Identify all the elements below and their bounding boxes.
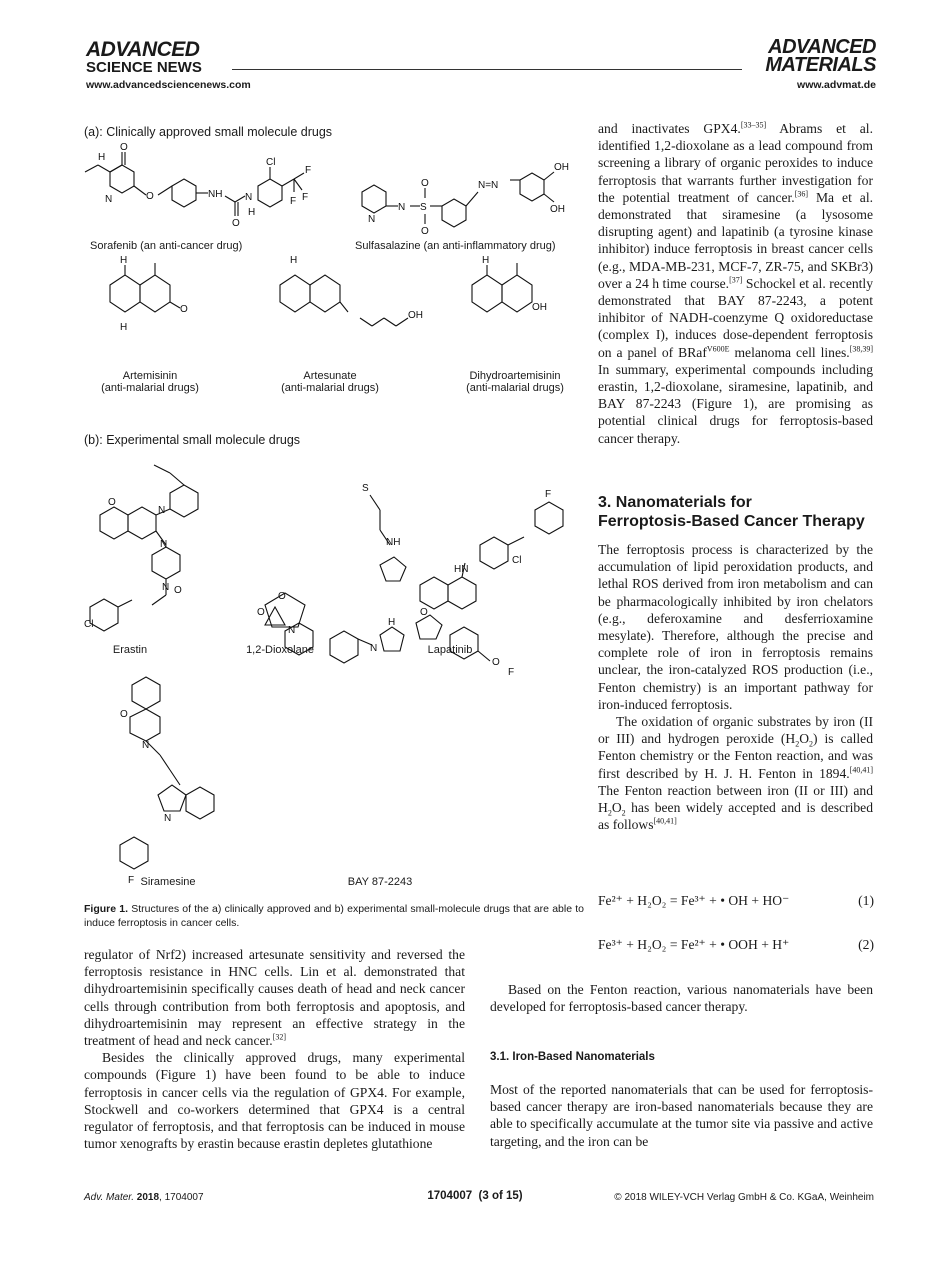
dihydroartemisinin-class: (anti-malarial drugs) — [466, 382, 564, 394]
text-span: Ma et al. demonstrated that siramesine (a lysosome disrupting agent) and lapatinib (a tyrosine kinase inhibitor) induce ferroptosis in breast cancer cells (e.g., MDA-MB-231, MCF-7, ZR-75, and SKBr3) over a 24 h time course. — [598, 189, 873, 291]
paragraph-artesunate-sensitivity — [84, 946, 465, 1049]
citation[interactable]: [38,39] — [849, 344, 873, 354]
paragraph-iron-based: Most of the reported nanomaterials that can be used for ferroptosis-based cancer therapy are iron-based nanomaterials because they are able to specifically accumulate at the tumor site via passive and active targeting, and the iron can be — [490, 1082, 873, 1149]
equation-1 — [598, 893, 874, 909]
artesunate-class: (anti-malarial drugs) — [281, 382, 379, 394]
atom-N: N — [105, 194, 113, 205]
logo-science-news-text: SCIENCE NEWS — [86, 59, 202, 76]
atom-N-b5: N — [164, 813, 172, 824]
label-artesunate — [260, 370, 400, 394]
header-url-left[interactable]: www.advancedsciencenews.com — [86, 79, 251, 91]
atom-O-b6: O — [420, 607, 428, 618]
figure-panel-a-title: (a): Clinically approved small molecule drugs — [84, 125, 333, 139]
left-column-bottom — [84, 946, 465, 1152]
text-span: ) is called Fenton chemistry or the Fenton reaction, and was first described by H. J. H. Fenton in 1894. — [598, 731, 874, 781]
citation[interactable]: [36] — [794, 189, 809, 199]
atom-N-b3: N — [162, 582, 170, 593]
atom-H2: H — [248, 207, 256, 218]
section-3-heading-line1: 3. Nanomaterials for — [598, 494, 752, 511]
logo-advanced-text-right: ADVANCED — [768, 36, 876, 58]
journal-logo-left — [86, 40, 236, 75]
artesunate-structure — [280, 275, 408, 326]
atom-NN: N=N — [478, 180, 499, 191]
atom-H4: H — [120, 322, 128, 333]
journal-logo-right — [748, 38, 876, 74]
citation[interactable]: [32] — [272, 1032, 287, 1042]
text-span: and inactivates GPX4. — [598, 121, 741, 136]
right-column-bottom-2 — [490, 1081, 873, 1150]
label-dioxolane: 1,2-Dioxolane — [246, 644, 314, 656]
atom-Cl: Cl — [266, 157, 276, 168]
section-3-body — [598, 541, 873, 833]
atom-O6: O — [180, 304, 188, 315]
atom-O-b2: O — [174, 585, 182, 596]
atom-F2: F — [302, 192, 309, 203]
equation-2-text: Fe³⁺ + H₂O₂ = Fe²⁺ + • OOH + H⁺ — [598, 937, 790, 952]
atom-NH-b1: NH — [386, 537, 401, 548]
paragraph-experimental-gpx4: Besides the clinically approved drugs, many experimental compounds (Figure 1) have been found to be able to induce ferroptosis in cancer cells via the regulation of GPX4. For example, Stockwell and co-workers determined that GPX4 is a central regulator of ferroptosis, and that ferroptosis can be induced in mouse tumor xenografts by erastin because erastin depletes glutathione — [84, 1050, 465, 1152]
atom-Cl-b1: Cl — [84, 619, 94, 630]
paragraph-ferroptosis-process: The ferroptosis process is characterized by the accumulation of lipid peroxidation products, and lethal ROS derived from iron metabolism and can be pharmacologically inhibited by iron chelators (e.g., deferoxamine and desferrioxamine mesylate). Therefore, although the precise and complete role of iron in ferroptosis remains unclear, the iron-catalyzed ROS production (i.e., Fenton chemistry) is an important pathway for iron-induced ferroptosis. — [598, 542, 873, 712]
label-dihydroartemisinin — [445, 370, 585, 394]
atom-H3: H — [120, 255, 128, 266]
sulfasalazine-structure — [362, 172, 554, 227]
atom-Cl-b2: Cl — [512, 555, 522, 566]
figure-panel-b-title: (b): Experimental small molecule drugs — [84, 433, 301, 447]
text-span: O — [799, 731, 810, 747]
artemisinin-structure — [110, 263, 180, 312]
atom-O-b1: O — [108, 497, 116, 508]
header-url-right[interactable]: www.advmat.de — [797, 79, 876, 91]
dihydroartemisinin-name: Dihydroartemisinin — [469, 370, 561, 382]
atom-NH: NH — [208, 189, 223, 200]
atom-H: H — [98, 152, 106, 163]
erastin-structure — [90, 465, 198, 631]
text-span: melanoma cell lines. — [729, 344, 850, 360]
text-span: Abrams et al. identified 1,2-dioxolane as a lead compound from screening a library of organic peroxides to induce ferroptosis that warrants further investigation for the potential treatment of cancer. — [598, 121, 873, 205]
atom-OH3: OH — [408, 310, 423, 321]
paragraph-experimental-compounds — [598, 120, 873, 447]
atom-O-b3: O — [278, 591, 286, 602]
footer-year: 2018 — [136, 1192, 160, 1203]
atom-H6: H — [482, 255, 490, 266]
atom-N-b1: N — [158, 505, 166, 516]
subsection-3-1-heading: 3.1. Iron-Based Nanomaterials — [490, 1051, 655, 1063]
footer-copyright: © 2018 WILEY-VCH Verlag GmbH & Co. KGaA, Weinheim — [614, 1192, 874, 1203]
dihydroartemisinin-structure — [472, 263, 532, 312]
label-artemisinin — [90, 370, 210, 394]
atom-F-b1: F — [545, 489, 552, 500]
logo-materials-text: MATERIALS — [765, 54, 876, 76]
citation[interactable]: [40,41] — [653, 816, 677, 826]
logo-advanced-text: ADVANCED — [86, 38, 200, 61]
atom-OH2: OH — [550, 204, 565, 215]
equation-1-number: (1) — [858, 893, 874, 908]
equation-1-text: Fe²⁺ + H₂O₂ = Fe³⁺ + • OH + HO⁻ — [598, 893, 790, 908]
atom-N-b2: N — [160, 539, 168, 550]
paragraph-fenton-nanomaterials: Based on the Fenton reaction, various nanomaterials have been developed for ferroptosis-based cancer therapy. — [490, 982, 873, 1015]
section-3-heading-line2: Ferroptosis-Based Cancer Therapy — [598, 513, 865, 530]
atom-F1: F — [305, 165, 312, 176]
atom-N-b6: N — [288, 625, 296, 636]
figure-caption — [84, 902, 584, 930]
atom-F3: F — [290, 196, 297, 207]
siramesine-structure — [120, 677, 214, 869]
atom-O-b7: O — [492, 657, 500, 668]
artemisinin-class: (anti-malarial drugs) — [101, 382, 199, 394]
atom-N3: N — [368, 214, 376, 225]
atom-N-b7: N — [370, 643, 378, 654]
atom-F-b3: F — [508, 667, 515, 678]
label-erastin: Erastin — [112, 644, 148, 656]
subscript: 2 — [795, 739, 800, 749]
right-column-bottom — [490, 981, 873, 1015]
footer-journal-name: Adv. Mater. — [84, 1192, 135, 1203]
citation[interactable]: [40,41] — [849, 765, 873, 775]
text-span: Schockel et al. recently demonstrated that BAY 87-2243, a potent inhibitor of NADH-coenzyme Q oxidoreductase (complex I), induces dose-dependent ferroptosis on a panel of BRaf — [598, 275, 873, 360]
footer-journal — [84, 1192, 204, 1203]
atom-N4: N — [398, 202, 406, 213]
equation-2 — [598, 937, 874, 953]
subscript: 2 — [607, 808, 612, 818]
section-3-heading — [598, 493, 878, 531]
atom-HN-b1: HN — [454, 564, 469, 575]
atom-F-b2: F — [128, 875, 135, 886]
superscript: V600E — [706, 344, 730, 354]
atom-O5: O — [421, 226, 429, 237]
label-sorafenib: Sorafenib (an anti-cancer drug) — [90, 240, 243, 252]
citation[interactable]: [33–35] — [740, 120, 767, 130]
label-siramesine: Siramesine — [140, 876, 196, 888]
figure-structures-a — [80, 140, 580, 400]
text-span: The Fenton reaction between iron (II or III) and H — [598, 782, 873, 816]
atom-N-b4: N — [142, 740, 150, 751]
figure-caption-label: Figure 1. — [84, 903, 129, 915]
text-span: has been widely accepted and is described as follows — [598, 800, 873, 833]
artemisinin-name: Artemisinin — [122, 370, 178, 382]
atom-OH4: OH — [532, 302, 547, 313]
atom-O-b5: O — [120, 709, 128, 720]
text-span: O — [611, 800, 622, 816]
lapatinib-structure — [370, 495, 563, 609]
atom-H5: H — [290, 255, 298, 266]
subscript: 2 — [621, 808, 626, 818]
atom-H-b1: H — [388, 617, 396, 628]
text-span: In summary, experimental compounds including erastin, 1,2-dioxolane, siramesine, lapatinib, and BAY 87-2243 (Figure 1), are promising as potential clinical drugs for ferroptosis-based cancer therapy. — [598, 361, 873, 446]
citation[interactable]: [37] — [729, 275, 743, 285]
footer-page-number: 1704007 (3 of 15) — [427, 1190, 523, 1202]
atom-O4: O — [421, 178, 429, 189]
label-bay-87-2243: BAY 87-2243 — [347, 876, 413, 888]
atom-O2: O — [146, 191, 154, 202]
label-lapatinib: Lapatinib — [427, 644, 473, 656]
paragraph-fenton-reaction — [598, 713, 873, 833]
subscript: 2 — [809, 739, 814, 749]
atom-S: S — [420, 202, 427, 213]
atom-S-b1: S — [362, 483, 369, 494]
atom-O3: O — [232, 218, 240, 229]
figure-caption-text: Structures of the a) clinically approved and b) experimental small-molecule drugs that are able to induce ferroptosis in cancer cells. — [84, 903, 584, 929]
atom-OH: OH — [554, 162, 569, 173]
equation-2-number: (2) — [858, 937, 874, 952]
atom-O-b4: O — [257, 607, 265, 618]
label-sulfasalazine: Sulfasalazine (an anti-inflammatory drug) — [355, 240, 556, 252]
text-span: regulator of Nrf2) increased artesunate sensitivity and reversed the ferroptosis resistance in HNC cells. Lin et al. demonstrated that dihydroartemisinin specifically causes death of head and neck cancer cells through contribution from both ferroptosis and apoptosis, and dihydroartemisinin may represent an effective strategy in the treatment of head and neck cancer. — [84, 947, 465, 1049]
artesunate-name: Artesunate — [303, 370, 357, 382]
footer-article: , 1704007 — [159, 1192, 204, 1203]
atom-N2: N — [245, 192, 253, 203]
atom-O: O — [120, 142, 128, 153]
right-column-top-paragraph — [598, 120, 873, 447]
text-span: The oxidation of organic substrates by iron (II or III) and hydrogen peroxide (H — [598, 714, 873, 747]
header-rule — [232, 69, 742, 70]
